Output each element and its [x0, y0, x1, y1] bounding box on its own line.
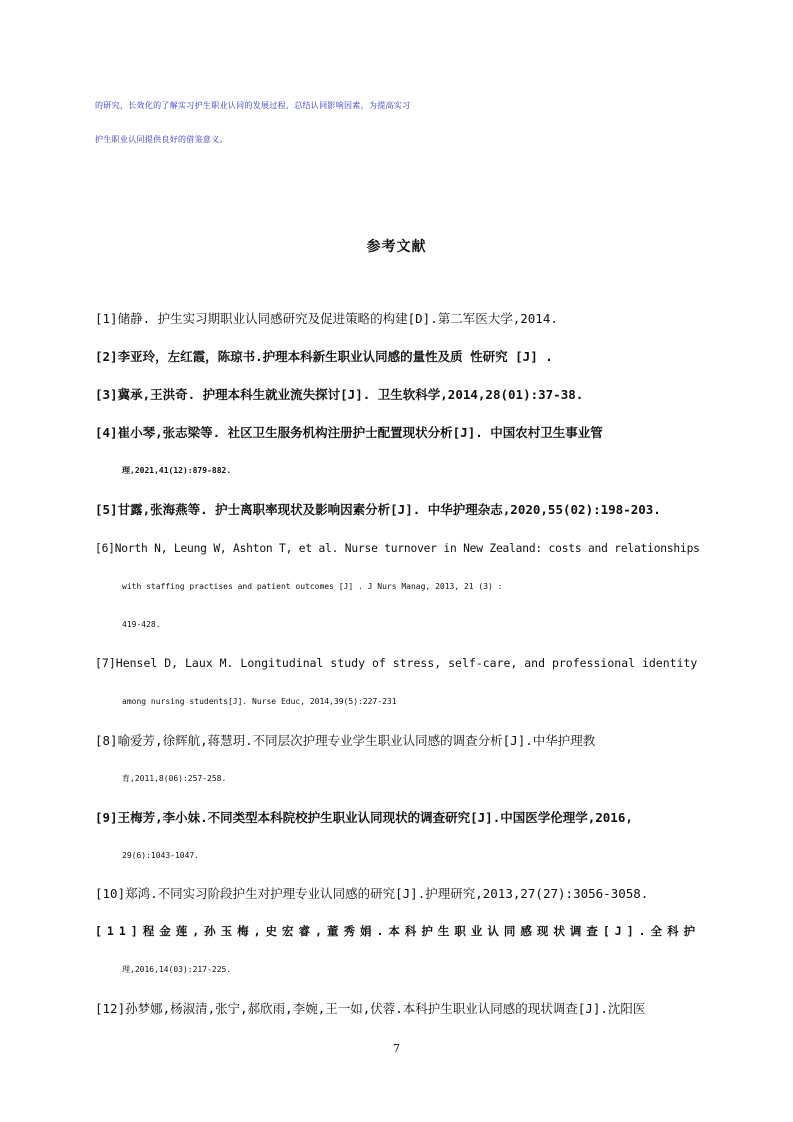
intro-paragraph [95, 89, 705, 157]
intro-line-1: 的研究，长效化的了解实习护生职业认同的发展过程，总结认同影响因素，为提高实习 [95, 101, 411, 110]
reference-1: [1]储静. 护生实习期职业认同感研究及促进策略的构建[D].第二军医大学,2014. [95, 311, 558, 326]
references-heading: 参考文献 [366, 239, 427, 255]
page-number: 7 [393, 1042, 400, 1055]
reference-9-line-2: 29(6):1043-1047. [122, 851, 200, 860]
reference-8-line-1: [8]喻爱芳,徐辉航,蒋慧玥.不同层次护理专业学生职业认同感的调查分析[J].中华护理教 [95, 733, 596, 748]
reference-10: [10]郑鸿.不同实习阶段护生对护理专业认同感的研究[J].护理研究,2013,27(27):3056-3058. [95, 886, 649, 901]
reference-3: [3]冀承,王洪奇. 护理本科生就业流失探讨[J]. 卫生软科学,2014,28(01):37-38. [95, 387, 584, 402]
reference-9-line-1: [9]王梅芳,李小妹.不同类型本科院校护生职业认同现状的调查研究[J].中国医学伦理学,2016, [95, 810, 633, 825]
reference-7-line-2: among nursing students[J]. Nurse Educ, 2014,39(5):227-231 [122, 697, 397, 706]
reference-11-line-1: [11]程金莲,孙玉梅,史宏睿,董秀娟.本科护生职业认同感现状调查[J].全科护 [95, 924, 701, 938]
reference-4-line-1: [4]崔小琴,张志梁等. 社区卫生服务机构注册护士配置现状分析[J]. 中国农村卫生事业管 [95, 425, 603, 440]
intro-line-2: 护生职业认同提供良好的借鉴意义。 [95, 135, 228, 144]
reference-6-line-3: 419-428. [122, 620, 161, 629]
reference-4-line-2: 理,2021,41(12):879-882. [122, 466, 232, 475]
reference-7-line-1: [7]Hensel D, Laux M. Longitudinal study of stress, self-care, and professional identity [95, 656, 698, 670]
reference-6-line-2: with staffing practises and patient outcomes [J] . J Nurs Manag, 2013, 21 (3) : [122, 582, 503, 591]
reference-11-line-2: 理,2016,14(03):217-225. [122, 965, 232, 974]
reference-12-line-1: [12]孙梦娜,杨淑清,张宁,郝欣雨,李婉,王一如,伏蓉.本科护生职业认同感的现状调查[J].沈阳医 [95, 1001, 646, 1016]
reference-8-line-2: 育,2011,8(06):257-258. [122, 774, 227, 783]
reference-6-line-1: [6]North N, Leung W, Ashton T, et al. Nurse turnover in New Zealand: costs and relationships [95, 542, 700, 555]
reference-5: [5]甘露,张海燕等. 护士离职率现状及影响因素分析[J]. 中华护理杂志,2020,55(02):198-203. [95, 502, 661, 517]
reference-2: [2]李亚玲，左红霞，陈琼书.护理本科新生职业认同感的量性及质 性研究 [J] . [95, 349, 553, 364]
